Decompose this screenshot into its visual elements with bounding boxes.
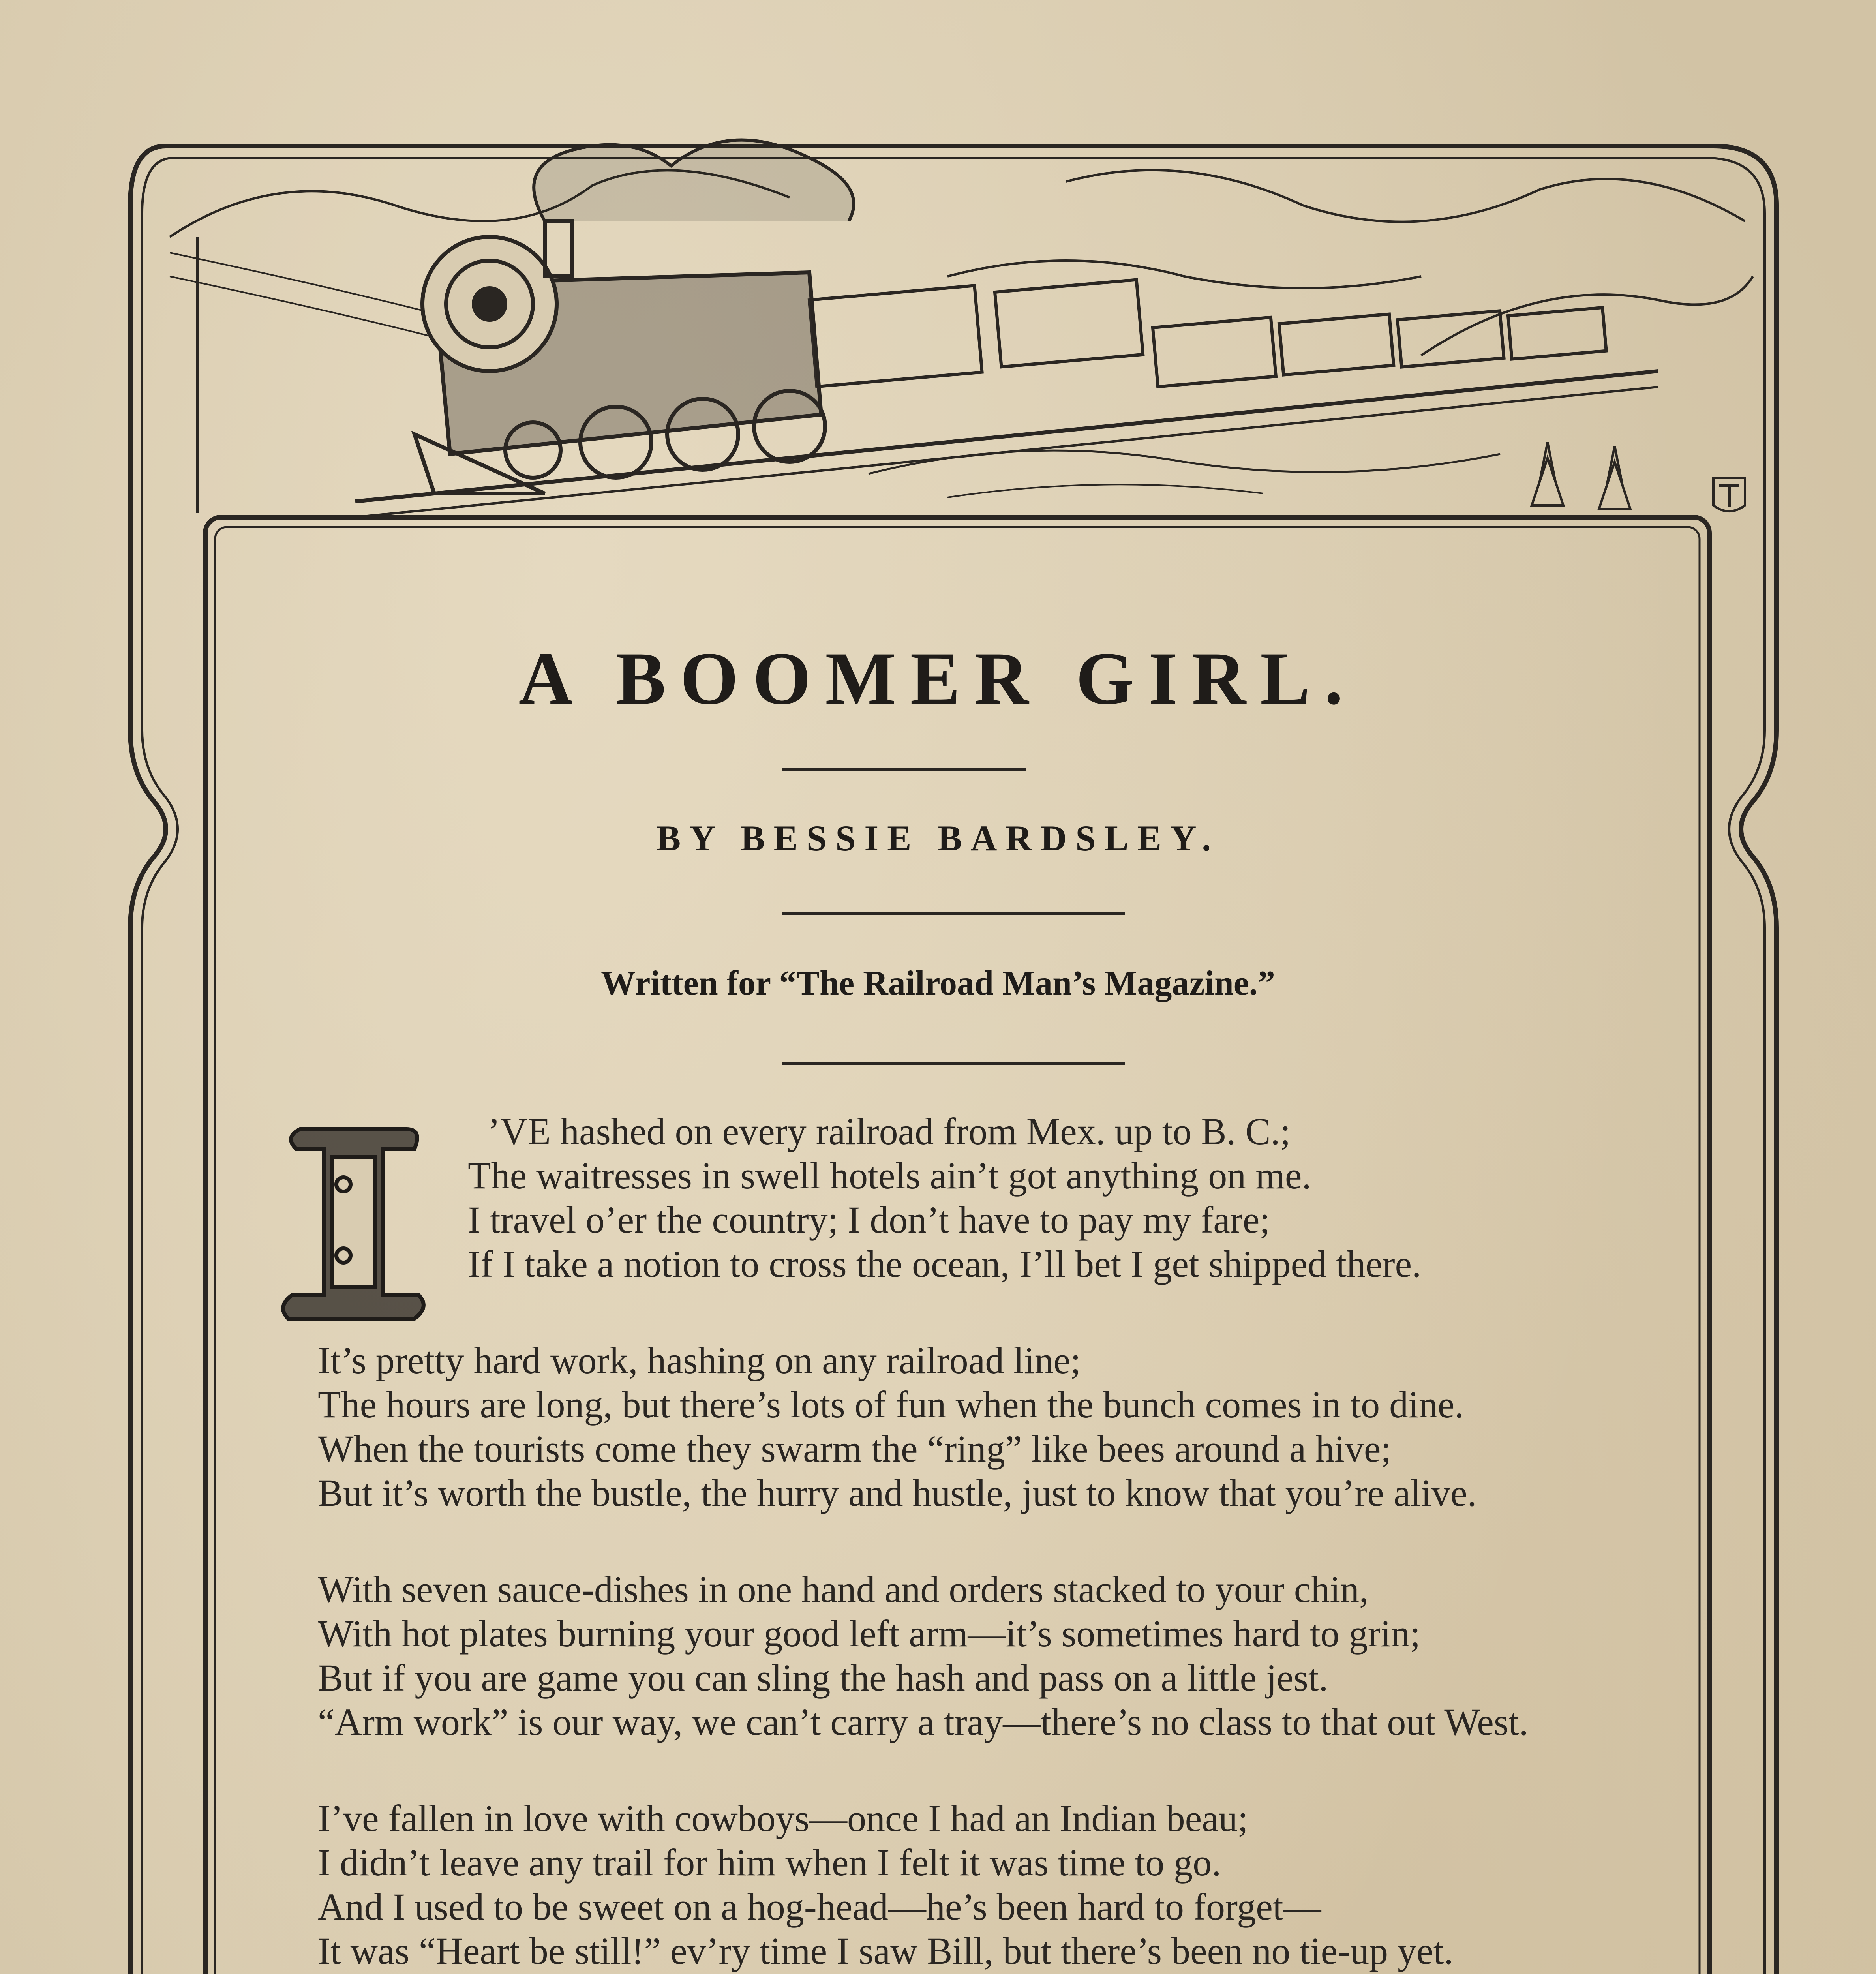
poem-line: ’VE hashed on every railroad from Mex. up to B. C.; [488, 1110, 1291, 1152]
poem-line: And I used to be sweet on a hog-head—he’s been hard to forget— [318, 1886, 1321, 1928]
author-byline: BY BESSIE BARDSLEY. [656, 818, 1220, 858]
poem-line: It’s pretty hard work, hashing on any railroad line; [318, 1339, 1081, 1381]
poem-body [318, 1109, 1593, 1974]
divider-rule-3 [782, 1062, 1125, 1065]
divider-rule-2 [782, 912, 1125, 915]
poem-line: The waitresses in swell hotels ain’t got anything on me. [468, 1154, 1311, 1197]
divider-rule-1 [782, 768, 1026, 771]
poem-line: With hot plates burning your good left arm—it’s sometimes hard to grin; [318, 1612, 1421, 1655]
poem-title: A BOOMER GIRL. [518, 637, 1358, 720]
poem-line: I didn’t leave any trail for him when I felt it was time to go. [318, 1841, 1221, 1884]
poem-line: If I take a notion to cross the ocean, I’ll bet I get shipped there. [468, 1243, 1422, 1285]
poem-line: But it’s worth the bustle, the hurry and hustle, just to know that you’re alive. [318, 1472, 1477, 1514]
poem-line: When the tourists come they swarm the “ring” like bees around a hive; [318, 1428, 1392, 1470]
stanza [318, 1796, 1593, 1973]
poem-line: It was “Heart be still!” ev’ry time I saw Bill, but there’s been no tie-up yet. [318, 1930, 1454, 1972]
train-illustration [170, 140, 1753, 517]
stanza [318, 1567, 1593, 1744]
poem-line: I travel o’er the country; I don’t have to pay my fare; [468, 1199, 1270, 1241]
stanza [318, 1109, 1593, 1286]
poem-line: But if you are game you can sling the hash and pass on a little jest. [318, 1657, 1328, 1699]
stanza [318, 1338, 1593, 1515]
poem-line: I’ve fallen in love with cowboys—once I had an Indian beau; [318, 1797, 1248, 1839]
subtitle: Written for “The Railroad Man’s Magazine.” [601, 964, 1275, 1002]
poem-line: The hours are long, but there’s lots of fun when the bunch comes in to dine. [318, 1383, 1464, 1426]
poem-line: With seven sauce-dishes in one hand and orders stacked to your chin, [318, 1568, 1369, 1610]
artist-monogram [1713, 478, 1745, 511]
poem-line: “Arm work” is our way, we can’t carry a tray—there’s no class to that out West. [318, 1701, 1529, 1743]
